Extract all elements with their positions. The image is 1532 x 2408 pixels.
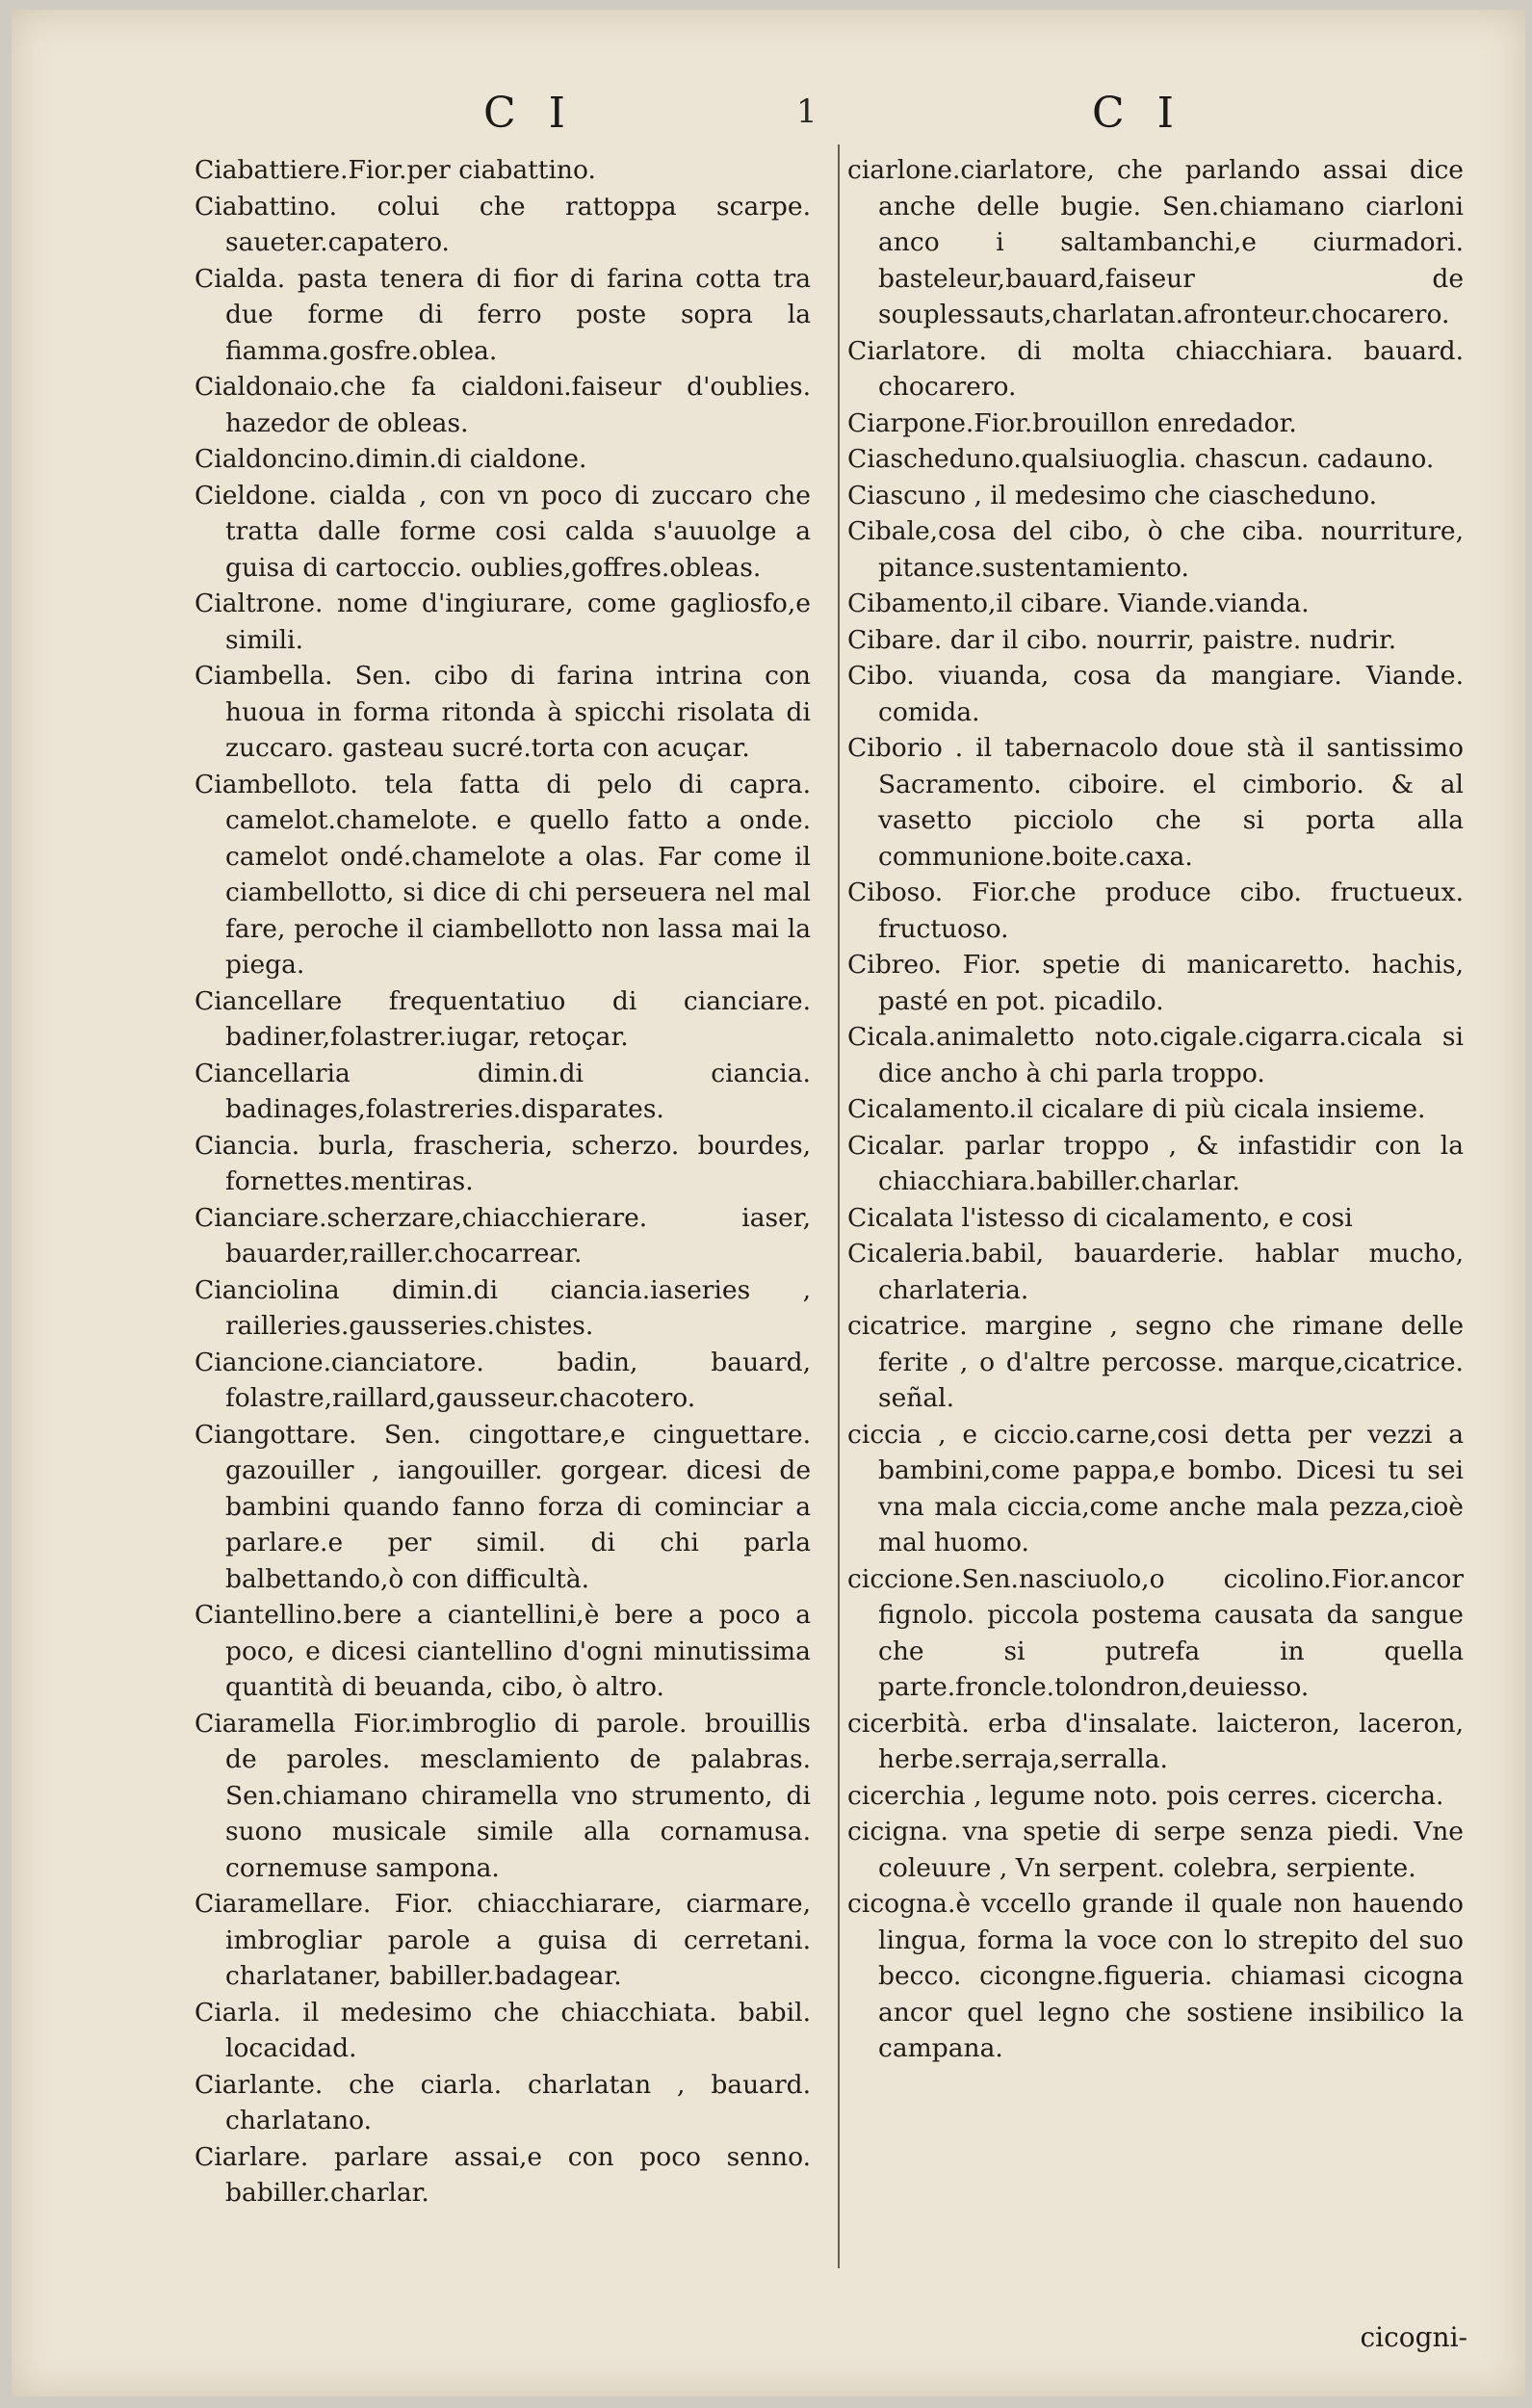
- entry: Ciambella. Sen. cibo di farina intrina con huoua in forma ritonda à spicchi risolata di zuccaro. gasteau sucré.torta con acuçar.: [195, 661, 811, 763]
- entry: Cicalamento.il cicalare di più cicala insieme.: [847, 1094, 1426, 1124]
- header-left: C I: [483, 89, 576, 138]
- entry: Ciaramellare. Fior. chiacchiarare, ciarmare, imbrogliar parole a guisa di cerretani. charlataner, babiller.badagear.: [195, 1889, 811, 1991]
- entry: Ciaramella Fior.imbroglio di parole. brouillis de paroles. mesclamiento de palabras. Sen.chiamano chiramella vno strumento, di suono musicale simile alla cornamusa. cornemuse sampona.: [195, 1708, 811, 1883]
- entry: Cicala.animaletto noto.cigale.cigarra.cicala si dice ancho à chi parla troppo.: [847, 1022, 1464, 1088]
- entry: Ciboso. Fior.che produce cibo. fructueux. fructuoso.: [847, 877, 1464, 944]
- entry: cicogna.è vccello grande il quale non hauendo lingua, forma la voce con lo strepito del suo becco. cicongne.figueria. chiamasi cicogna ancor quel legno che sostiene insibilico la campana.: [847, 1889, 1464, 2063]
- left-column: [195, 152, 811, 2212]
- entry: Ciantellino.bere a ciantellini,è bere a poco a poco, e dicesi ciantellino d'ogni minutissima quantità di beuanda, cibo, ò altro.: [195, 1600, 811, 1702]
- entry: Ciancellare frequentatiuo di cianciare. badiner,folastrer.iugar, retoçar.: [195, 985, 811, 1052]
- entry: ciccione.Sen.nasciuolo,o cicolino.Fior.ancor fignolo. piccola postema causata da sangue che si putrefa in quella parte.froncle.tolondron,deuiesso.: [847, 1563, 1464, 1702]
- entry: Ciambelloto. tela fatta di pelo di capra. camelot.chamelote. e quello fatto a onde. camelot ondé.chamelote a olas. Far come il ciambellotto, si dice di chi perseuera nel mal fare, peroche il ciambellotto non lassa mai la piega.: [195, 769, 811, 980]
- entry: Cianciolina dimin.di ciancia.iaseries , railleries.gausseries.chistes.: [195, 1274, 811, 1341]
- header-right: C I: [1092, 89, 1184, 138]
- entry: Ciarlare. parlare assai,e con poco senno. babiller.charlar.: [195, 2141, 811, 2208]
- entry: Ciabattiere.Fior.per ciabattino.: [195, 155, 596, 185]
- entry: Cibare. dar il cibo. nourrir, paistre. nudrir.: [847, 624, 1397, 655]
- entry: Ciarlante. che ciarla. charlatan , bauard. charlatano.: [195, 2069, 811, 2135]
- entry: Cicaleria.babil, bauarderie. hablar mucho, charlateria.: [847, 1239, 1464, 1305]
- page-sheet: [12, 10, 1525, 2396]
- running-header: [12, 89, 1525, 146]
- entry: Cibamento,il cibare. Viande.vianda.: [847, 589, 1310, 618]
- entry: Ciabattino. colui che rattoppa scarpe. saueter.capatero.: [195, 191, 811, 257]
- entry: cicigna. vna spetie di serpe senza piedi. Vne coleuure , Vn serpent. colebra, serpiente.: [847, 1817, 1464, 1883]
- entry: Ciarlatore. di molta chiacchiara. bauard. chocarero.: [847, 335, 1464, 402]
- entry: Ciarpone.Fior.brouillon enredador.: [847, 407, 1297, 438]
- entry: Ciancione.cianciatore. badin, bauard, folastre,raillard,gausseur.chacotero.: [195, 1347, 811, 1413]
- entry: Ciancia. burla, frascheria, scherzo. bourdes, fornettes.mentiras.: [195, 1130, 811, 1196]
- entry: Cibo. viuanda, cosa da mangiare. Viande. comida.: [847, 661, 1464, 727]
- entry: ciarlone.ciarlatore, che parlando assai dice anche delle bugie. Sen.chiamano ciarloni anco i saltambanchi,e ciurmadori. basteleur,bauard,faiseur de souplessauts,charlatan.afronteur.chocarero.: [847, 155, 1464, 329]
- entry: Ciascheduno.qualsiuoglia. chascun. cadauno.: [847, 444, 1435, 474]
- entry: cicatrice. margine , segno che rimane delle ferite , o d'altre percosse. marque,cicatrice. señal.: [847, 1311, 1464, 1413]
- entry: cicerchia , legume noto. pois cerres. cicercha.: [847, 1780, 1444, 1811]
- entry: Ciancellaria dimin.di ciancia. badinages,folastreries.disparates.: [195, 1058, 811, 1124]
- catchword: cicogni-: [1360, 2321, 1467, 2353]
- entry: Ciborio . il tabernacolo doue stà il santissimo Sacramento. ciboire. el cimborio. & al vasetto picciolo che si porta alla communione.boite.caxa.: [847, 733, 1464, 872]
- column-divider: [838, 144, 840, 2268]
- entry: Cialdoncino.dimin.di cialdone.: [195, 444, 587, 474]
- entry: Cialda. pasta tenera di fior di farina cotta tra due forme di ferro poste sopra la fiamma.gosfre.oblea.: [195, 263, 811, 366]
- entry: Cieldone. cialda , con vn poco di zuccaro che tratta dalle forme cosi calda s'auuolge a guisa di cartoccio. oublies,goffres.obleas.: [195, 480, 811, 583]
- right-column: [847, 152, 1464, 2067]
- entry: Cialdonaio.che fa cialdoni.faiseur d'oublies. hazedor de obleas.: [195, 372, 811, 438]
- entry: Cicalar. parlar troppo , & infastidir con la chiacchiara.babiller.charlar.: [847, 1130, 1464, 1196]
- entry: cicerbità. erba d'insalate. laicteron, laceron, herbe.serraja,serralla.: [847, 1708, 1464, 1774]
- entry: Cibreo. Fior. spetie di manicaretto. hachis, pasté en pot. picadilo.: [847, 950, 1464, 1016]
- entry: ciccia , e ciccio.carne,cosi detta per vezzi a bambini,come pappa,e bombo. Dicesi tu sei vna mala ciccia,come anche mala pezza,cioè mal huomo.: [847, 1419, 1464, 1557]
- entry: Ciarla. il medesimo che chiacchiata. babil. locacidad.: [195, 1997, 811, 2063]
- entry: Ciangottare. Sen. cingottare,e cinguettare. gazouiller , iangouiller. gorgear. dicesi de bambini quando fanno forza di cominciar a parlare.e per simil. di chi parla balbettando,ò con difficultà.: [195, 1419, 811, 1594]
- entry: Cianciare.scherzare,chiacchierare. iaser, bauarder,railler.chocarrear.: [195, 1202, 811, 1269]
- header-mark: 1: [796, 92, 818, 131]
- entry: Cialtrone. nome d'ingiurare, come gagliosfo,e simili.: [195, 589, 811, 655]
- entry: Ciascuno , il medesimo che ciascheduno.: [847, 480, 1378, 510]
- entry: Cibale,cosa del cibo, ò che ciba. nourriture, pitance.sustentamiento.: [847, 516, 1464, 583]
- entry: Cicalata l'istesso di cicalamento, e cosi: [847, 1202, 1353, 1233]
